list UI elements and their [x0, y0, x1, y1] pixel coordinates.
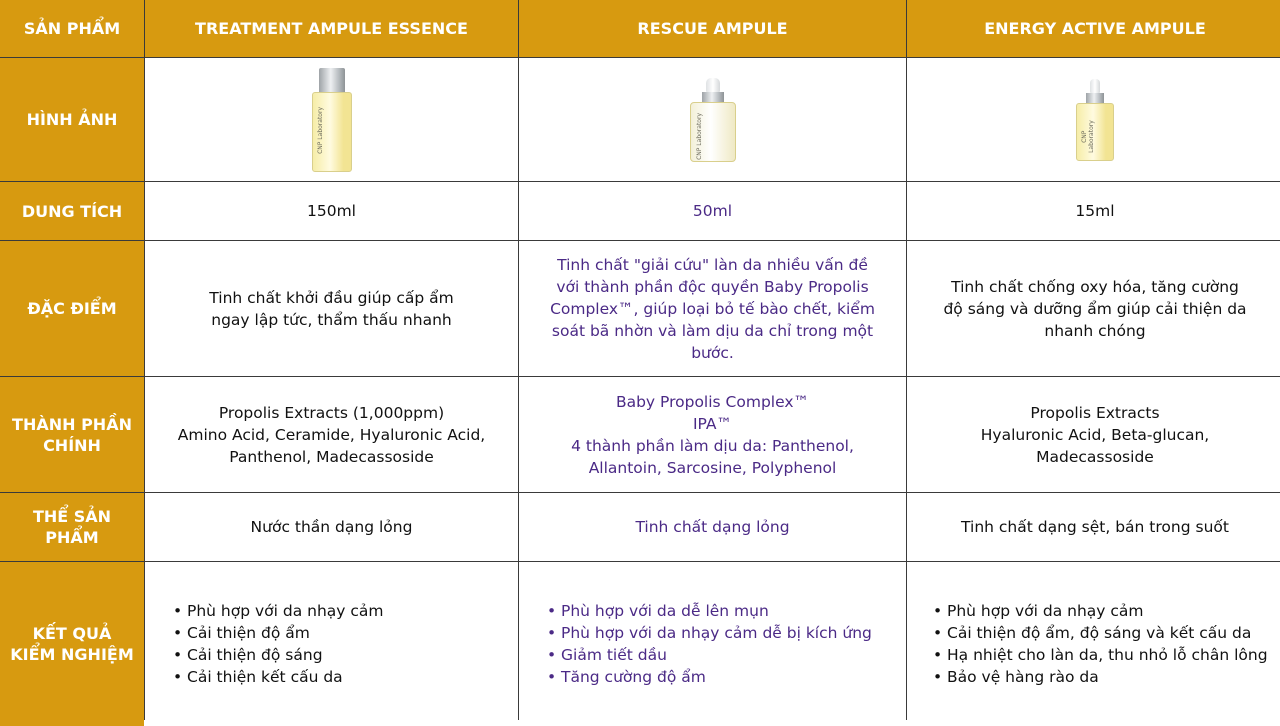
- feature-line: độ sáng và dưỡng ẩm giúp cải thiện da: [943, 299, 1247, 318]
- row-label-volume-text: DUNG TÍCH: [21, 201, 123, 221]
- product-image-energy: [907, 58, 1280, 181]
- list-item: • Cải thiện độ ẩm, độ sáng và kết cấu da: [933, 622, 1268, 644]
- ingredients-treatment: [145, 377, 518, 492]
- feature-line: bước.: [691, 343, 734, 362]
- results-rescue: [519, 562, 906, 726]
- list-item: • Bảo vệ hàng rào da: [933, 666, 1268, 688]
- texture-text: Tinh chất dạng lỏng: [635, 518, 790, 536]
- row-label-volume: [0, 182, 144, 240]
- texture-treatment: [145, 493, 518, 561]
- bottle-label-text: CNP Laboratory: [695, 112, 703, 160]
- ingredients-rescue: [519, 377, 906, 492]
- ingredient-line: Propolis Extracts (1,000ppm): [218, 403, 445, 422]
- list-item: • Cải thiện kết cấu da: [173, 666, 384, 688]
- results-treatment: [145, 562, 518, 726]
- ingredient-line: Propolis Extracts: [1030, 403, 1160, 422]
- volume-treatment-text: 150ml: [307, 202, 356, 220]
- list-item: • Phù hợp với da nhạy cảm: [933, 600, 1268, 622]
- ingredient-line: Allantoin, Sarcosine, Polyphenol: [588, 458, 837, 477]
- header-col3-label: ENERGY ACTIVE AMPULE: [984, 19, 1206, 38]
- rescue-bottle-image: [690, 78, 736, 162]
- product-image-treatment: [145, 58, 518, 181]
- list-item: • Phù hợp với da dễ lên mụn: [547, 600, 872, 622]
- feature-treatment: [145, 241, 518, 376]
- results-list: [547, 600, 872, 688]
- row-label-line: KIỂM NGHIỆM: [10, 645, 134, 664]
- texture-text: Tinh chất dạng sệt, bán trong suốt: [961, 518, 1229, 536]
- results-list: [173, 600, 384, 688]
- texture-text: Nước thần dạng lỏng: [250, 518, 413, 536]
- feature-line: Tinh chất khởi đầu giúp cấp ẩm: [209, 288, 454, 307]
- row-label-feature: [0, 241, 144, 376]
- ingredient-line: Baby Propolis Complex™: [615, 392, 810, 411]
- bottle-label-text: CNP Laboratory: [1081, 120, 1096, 153]
- ingredient-line: Amino Acid, Ceramide, Hyaluronic Acid,: [177, 425, 486, 444]
- header-col1-label: TREATMENT AMPULE ESSENCE: [195, 19, 468, 38]
- list-item: • Tăng cường độ ẩm: [547, 666, 872, 688]
- feature-line: soát bã nhờn và làm dịu da chỉ trong một: [551, 321, 874, 340]
- ingredient-line: Hyaluronic Acid, Beta-glucan,: [980, 425, 1210, 444]
- row-label-line: THỂ SẢN: [32, 507, 112, 526]
- list-item: • Phù hợp với da nhạy cảm dễ bị kích ứng: [547, 622, 872, 644]
- ingredient-line: Panthenol, Madecassoside: [229, 447, 434, 466]
- header-rescue-ampule: [519, 0, 906, 57]
- row-label-ingredients: [0, 377, 144, 492]
- energy-bottle-image: [1076, 79, 1114, 161]
- row-label-texture: [0, 493, 144, 561]
- header-product-label: SẢN PHẨM: [23, 19, 121, 38]
- row-label-line: THÀNH PHẦN: [12, 414, 132, 434]
- list-item: • Hạ nhiệt cho làn da, thu nhỏ lỗ chân lông: [933, 644, 1268, 666]
- row-label-image-text: HÌNH ẢNH: [26, 110, 118, 129]
- row-label-line: KẾT QUẢ: [32, 624, 112, 643]
- feature-energy: [907, 241, 1280, 376]
- feature-line: với thành phần độc quyền Baby Propolis: [556, 277, 869, 296]
- feature-line: Tinh chất "giải cứu" làn da nhiều vấn đề: [557, 255, 868, 274]
- header-energy-active-ampule: [907, 0, 1280, 57]
- volume-energy-text: 15ml: [1075, 202, 1115, 220]
- header-product: [0, 0, 144, 57]
- results-list: [933, 600, 1268, 688]
- ingredient-line: 4 thành phần làm dịu da: Panthenol,: [571, 436, 854, 455]
- list-item: • Giảm tiết dầu: [547, 644, 872, 666]
- row-label-results: [0, 562, 144, 726]
- ingredient-line: IPA™: [692, 414, 733, 433]
- feature-line: Complex™, giúp loại bỏ tế bào chết, kiểm: [550, 299, 875, 318]
- list-item: • Cải thiện độ ẩm: [173, 622, 384, 644]
- header-treatment-ampule-essence: [145, 0, 518, 57]
- bottle-label-text: CNP Laboratory: [317, 106, 325, 154]
- row-label-line: PHẨM: [45, 528, 99, 547]
- row-label-image: [0, 58, 144, 181]
- volume-treatment: [145, 182, 518, 240]
- header-col2-label: RESCUE AMPULE: [637, 19, 788, 38]
- row-label-line: CHÍNH: [43, 435, 101, 455]
- feature-rescue: [519, 241, 906, 376]
- volume-rescue-text: 50ml: [692, 202, 733, 220]
- ingredient-line: Madecassoside: [1036, 447, 1154, 466]
- list-item: • Cải thiện độ sáng: [173, 644, 384, 666]
- texture-energy: [907, 493, 1280, 561]
- volume-energy: [907, 182, 1280, 240]
- list-item: • Phù hợp với da nhạy cảm: [173, 600, 384, 622]
- feature-line: nhanh chóng: [1044, 321, 1146, 340]
- product-image-rescue: [519, 58, 906, 181]
- volume-rescue: [519, 182, 906, 240]
- treatment-bottle-image: [312, 68, 352, 172]
- feature-line: Tinh chất chống oxy hóa, tăng cường: [951, 277, 1239, 296]
- results-energy: [907, 562, 1280, 726]
- feature-line: ngay lập tức, thẩm thấu nhanh: [211, 310, 452, 329]
- ingredients-energy: [907, 377, 1280, 492]
- row-label-feature-text: ĐẶC ĐIỂM: [27, 299, 117, 318]
- texture-rescue: [519, 493, 906, 561]
